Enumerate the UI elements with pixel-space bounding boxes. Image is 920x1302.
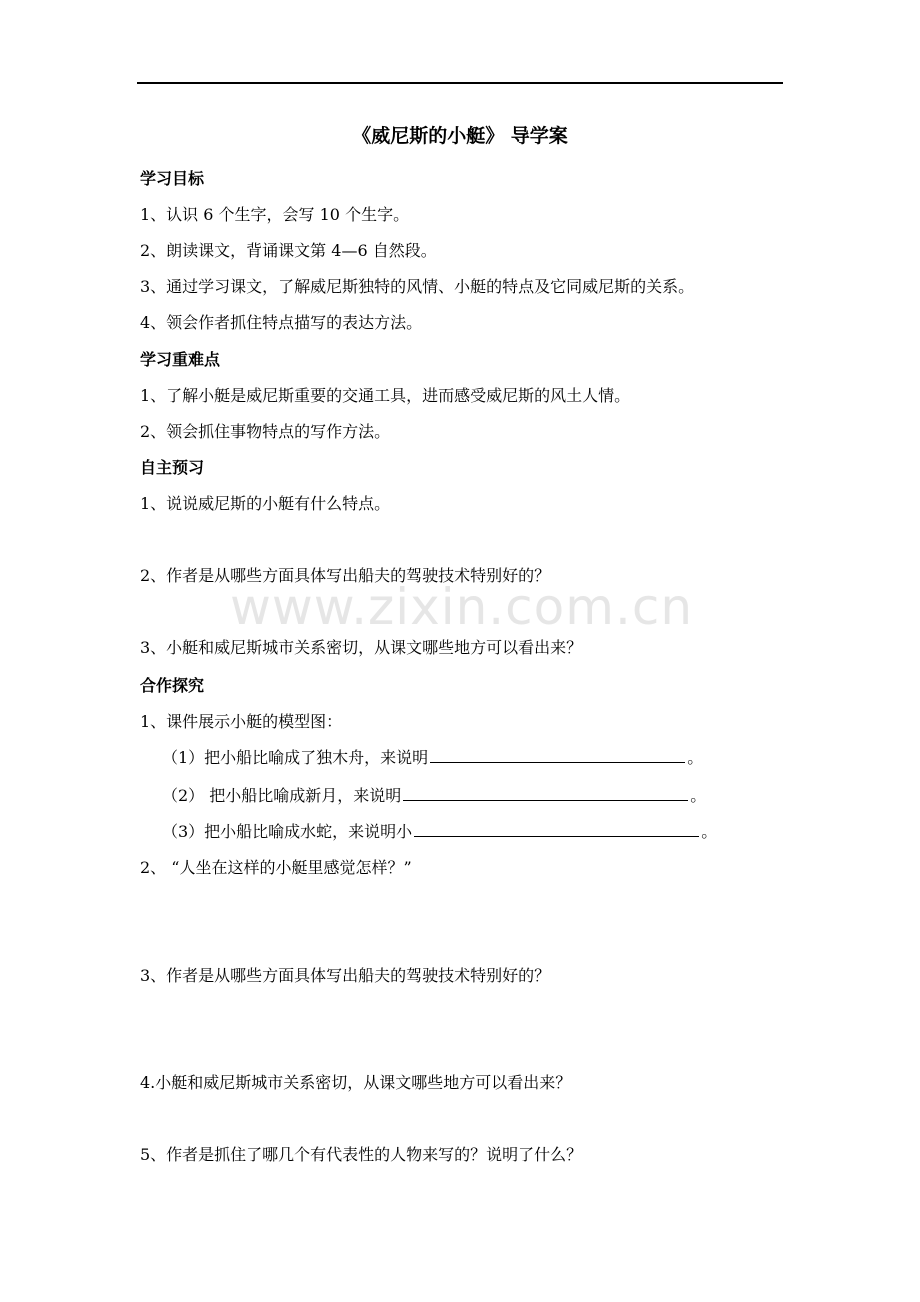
cooperation-item: 2、 “人坐在这样的小艇里感觉怎样？”	[140, 858, 412, 877]
preview-item: 3、小艇和威尼斯城市关系密切，从课文哪些地方可以看出来？	[140, 638, 583, 657]
cooperation-sub-item	[162, 786, 706, 806]
key-points-heading: 学习重难点	[140, 350, 221, 369]
goal-item: 3、通过学习课文，了解威尼斯独特的风情、小艇的特点及它同威尼斯的关系。	[140, 277, 695, 296]
sub-item-period: 。	[690, 786, 707, 805]
goal-item: 1、认识 6 个生字，会写 10 个生字。	[140, 205, 410, 224]
sub-item-text: （1）把小船比喻成了独木舟，来说明	[162, 748, 429, 767]
sub-item-text: （3）把小船比喻成水蛇，来说明小	[162, 822, 413, 841]
header-rule	[137, 82, 783, 84]
document-title: 《威尼斯的小艇》 导学案	[352, 125, 568, 147]
sub-item-period: 。	[701, 822, 718, 841]
cooperation-sub-item	[162, 748, 703, 768]
watermark: www.zixin.com.cn	[230, 578, 694, 636]
key-point-item: 2、领会抓住事物特点的写作方法。	[140, 422, 391, 441]
goal-item: 2、朗读课文，背诵课文第 4—6 自然段。	[140, 241, 437, 260]
sub-item-period: 。	[687, 748, 704, 767]
preview-item: 1、说说威尼斯的小艇有什么特点。	[140, 494, 391, 513]
cooperation-item: 1、课件展示小艇的模型图：	[140, 712, 343, 731]
preview-item: 2、作者是从哪些方面具体写出船夫的驾驶技术特别好的？	[140, 566, 551, 585]
cooperation-item: 4.小艇和威尼斯城市关系密切，从课文哪些地方可以看出来？	[140, 1073, 572, 1092]
cooperation-sub-item	[162, 822, 717, 842]
answer-blank[interactable]	[403, 786, 688, 801]
answer-blank[interactable]	[414, 822, 699, 837]
sub-item-text: （2） 把小船比喻成新月，来说明	[162, 786, 402, 805]
cooperation-item: 5、作者是抓住了哪几个有代表性的人物来写的？说明了什么？	[140, 1145, 583, 1164]
key-point-item: 1、了解小艇是威尼斯重要的交通工具，进而感受威尼斯的风土人情。	[140, 386, 631, 405]
cooperation-item: 3、作者是从哪些方面具体写出船夫的驾驶技术特别好的？	[140, 966, 551, 985]
answer-blank[interactable]	[430, 748, 685, 763]
goals-heading: 学习目标	[140, 169, 205, 188]
goal-item: 4、领会作者抓住特点描写的表达方法。	[140, 313, 423, 332]
cooperation-heading: 合作探究	[140, 676, 205, 695]
preview-heading: 自主预习	[140, 458, 205, 477]
